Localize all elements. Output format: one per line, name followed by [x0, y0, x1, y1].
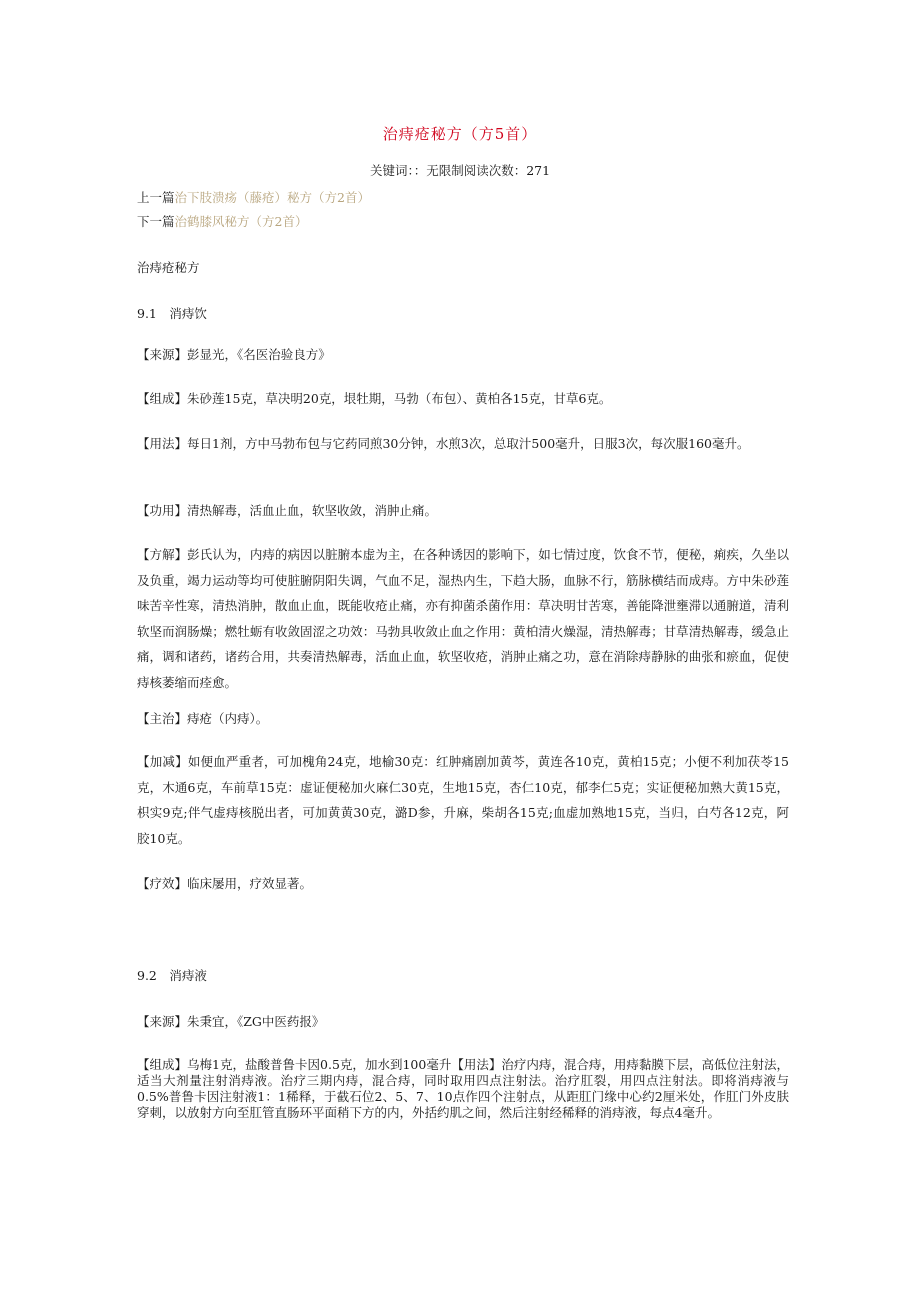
prev-article-link[interactable]: 治下肢溃疡（藤疮）秘方（方2首） — [174, 190, 370, 205]
section-efficacy: 【疗效】临床屡用，疗效显著。 — [137, 876, 313, 891]
prev-article-prefix: 上一篇 — [137, 190, 175, 205]
section-usage: 【用法】每日1剂，方中马勃布包与它药同煎30分钟，水煎3次，总取汁500毫升，日服3次，每次服160毫升。 — [137, 436, 750, 451]
document-heading: 治痔疮秘方 — [137, 260, 200, 275]
section-modification: 【加减】如便血严重者，可加槐角24克，地榆30克：红肿痛剧加黄芩，黄连各10克，黄柏15克；小便不利加茯苓15克，木通6克，车前草15克：虚证便秘加火麻仁30克，生地15克，杏仁10克，郁李仁5克；实证便秘加熟大黄15克，枳实9克;伴气虚痔核脱出者，可加黄黄30克，潞D参，升麻，柴胡各15克;血虚加熟地15克，当归，白芍各12克，阿胶10克。 — [137, 754, 789, 846]
next-article-row — [137, 212, 307, 230]
section-function: 【功用】清热解毒，活血止血，软坚收敛，消肿止痛。 — [137, 503, 438, 518]
document-meta: 关键词：：无限制阅读次数：271 — [369, 163, 551, 178]
section-title: 9.1 消痔饮 — [137, 306, 207, 321]
next-article-prefix: 下一篇 — [137, 214, 175, 229]
section-explanation: 【方解】彭氏认为，内痔的病因以脏腑本虚为主，在各种诱因的影响下，如七情过度，饮食不节，便秘，痢疾，久坐以及负重，竭力运动等均可使脏腑阴阳失调，气血不足，湿热内生，下趋大肠，血脉不行，筋脉横结而成痔。方中朱砂莲味苦辛性寒，清热消肿，散血止血，既能收疮止痛，亦有抑菌杀菌作用：草决明甘苦寒，善能降泄壅滞以通腑道，清利软坚而润肠燥；燃牡蛎有收敛固涩之功效：马勃具收敛止血之作用：黄柏清火燥湿，清热解毒；甘草清热解毒，缓急止痛，调和诸药，诸药合用，共奏清热解毒，活血止血，软坚收疮，消肿止痛之功，意在消除痔静脉的曲张和瘀血，促使痔核萎缩而痊愈。 — [137, 547, 789, 690]
prev-article-row — [137, 188, 370, 206]
section-source: 【来源】朱秉宜，《ZG中医药报》 — [137, 1014, 325, 1029]
section-composition: 【组成】乌梅1克，盐酸普鲁卡因0.5克，加水到100毫升【用法】治疗内痔，混合痔，用痔黏膜下层，高低位注射法，适当大剂量注射消痔液。治疗三期内痔，混合痔，同时取用四点注射法。治疗肛裂，用四点注射法。即将消痔液与0.5%普鲁卡因注射液1：1稀释，于截石位2、5、7、10点作四个注射点，从距肛门缘中心约2厘米处，作肛门外皮肤穿刺，以放射方向至肛管直肠环平面稍下方的内，外括约肌之间，然后注射经稀释的消痔液，每点4毫升。 — [137, 1057, 789, 1120]
section-title: 9.2 消痔液 — [137, 968, 207, 983]
section-composition: 【组成】朱砂莲15克，草决明20克，垠牡期，马勃（布包）、黄柏各15克，甘草6克。 — [137, 391, 612, 406]
document-title: 治痔疮秘方（方5首） — [382, 125, 538, 143]
section-indication: 【主治】痔疮（内痔）。 — [137, 711, 269, 726]
next-article-link[interactable]: 治鹤膝风秘方（方2首） — [174, 214, 308, 229]
section-source: 【来源】彭显光，《名医治验良方》 — [137, 347, 331, 362]
